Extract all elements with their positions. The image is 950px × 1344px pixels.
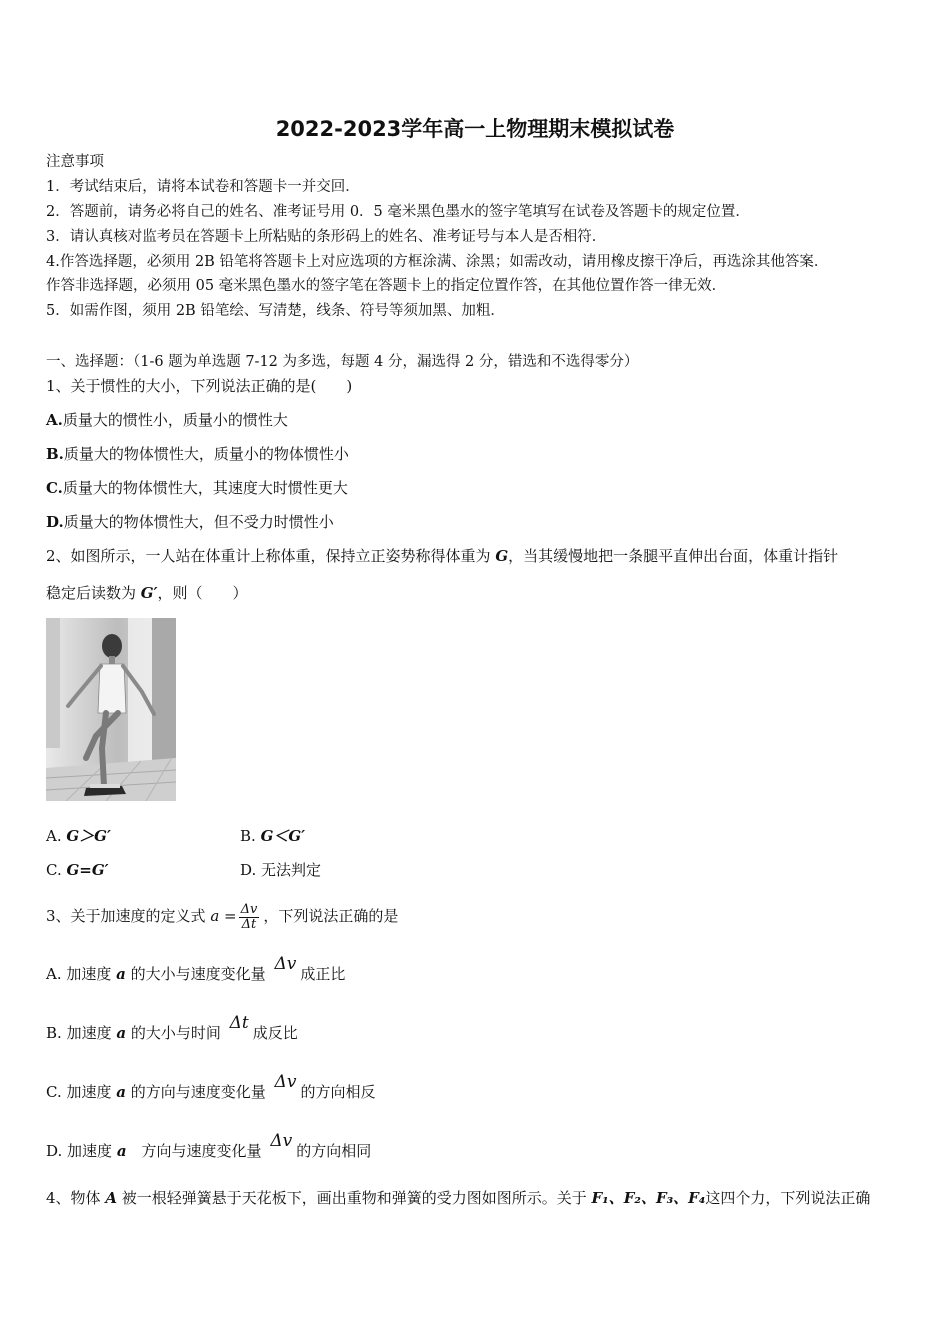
option-letter: C. xyxy=(46,479,63,497)
option-text: 的方向相反 xyxy=(300,1083,376,1101)
force-symbols: F₁、F₂、F₃、F₄ xyxy=(591,1189,706,1207)
stem-text: 被一根轻弹簧悬于天花板下，画出重物和弹簧的受力图如图所示。关于 xyxy=(116,1189,592,1207)
option-text: 的大小与速度变化量 xyxy=(125,965,271,983)
delta-symbol: Δt xyxy=(229,1013,249,1033)
q1-option-c xyxy=(46,478,348,498)
question-4-stem xyxy=(46,1188,870,1208)
option-text: 方向与速度变化量 xyxy=(126,1142,267,1160)
fraction-numerator: Δv xyxy=(240,901,258,917)
option-text: 质量大的物体惯性大，其速度大时惯性更大 xyxy=(62,479,348,497)
option-letter: C. xyxy=(46,1083,67,1101)
option-expression: G＜G′ xyxy=(260,827,306,845)
q3-option-a xyxy=(46,954,346,984)
section-heading: 一、选择题：（1-6 题为单选题 7-12 为多选，每题 4 分，漏选得 2 分，错选和不选得零分） xyxy=(46,354,639,370)
notice-item: 4.作答选择题，必须用 2B 铅笔将答题卡上对应选项的方框涂满、涂黑；如需改动，请用橡皮擦干净后，再选涂其他答案． xyxy=(46,254,829,270)
notice-heading: 注意事项 xyxy=(46,154,104,170)
q2-option-d xyxy=(240,860,321,880)
variable-g: G xyxy=(495,547,509,565)
option-text: 加速度 xyxy=(66,1083,117,1101)
option-letter: C. xyxy=(46,861,67,879)
person-on-scale-image xyxy=(46,618,176,801)
q3-option-c xyxy=(46,1072,376,1102)
notice-item: 1．考试结束后，请将本试卷和答题卡一并交回． xyxy=(46,179,360,195)
q3-option-b xyxy=(46,1013,298,1043)
variable-a-upper: A xyxy=(105,1189,117,1207)
variable-g-prime: G′ xyxy=(140,584,158,602)
option-text: 无法判定 xyxy=(261,861,322,879)
q1-option-d xyxy=(46,512,334,532)
stem-text: 这四个力，下列说法正确 xyxy=(705,1189,871,1207)
stem-text: 2、如图所示，一人站在体重计上称体重，保持立正姿势称得体重为 xyxy=(46,547,496,565)
option-text: 的大小与时间 xyxy=(126,1024,226,1042)
delta-symbol: Δv xyxy=(274,954,297,974)
option-text: 质量大的物体惯性大，质量小的物体惯性小 xyxy=(63,445,349,463)
person-on-scale-photo xyxy=(46,618,176,801)
question-3-stem xyxy=(46,902,398,932)
option-letter: B. xyxy=(46,445,64,463)
delta-symbol: Δv xyxy=(270,1131,293,1151)
option-letter: B. xyxy=(46,1024,67,1042)
option-letter: A. xyxy=(46,411,63,429)
option-text: 的方向相同 xyxy=(296,1142,372,1160)
option-text: 成反比 xyxy=(252,1024,298,1042)
notice-item: 5．如需作图，须用 2B 铅笔绘、写清楚，线条、符号等须加黑、加粗． xyxy=(46,303,505,319)
option-letter: D. xyxy=(46,513,64,531)
option-text: 加速度 xyxy=(66,1024,117,1042)
option-text: 质量大的惯性小，质量小的惯性大 xyxy=(62,411,288,429)
q2-option-c xyxy=(46,860,109,880)
question-2-stem-cont xyxy=(46,583,248,603)
delta-v-over-delta-t-fraction xyxy=(239,903,260,932)
notice-item: 2．答题前，请务必将自己的姓名、准考证号用 0．5 毫米黑色墨水的签字笔填写在试卷及答题卡的规定位置． xyxy=(46,204,750,220)
option-expression: G＞G′ xyxy=(66,827,111,845)
notice-item: 作答非选择题，必须用 05 毫米黑色墨水的签字笔在答题卡上的指定位置作答，在其他位置作答一律无效． xyxy=(46,278,727,294)
q2-option-a xyxy=(46,826,111,846)
delta-symbol: Δv xyxy=(274,1072,297,1092)
q1-option-a xyxy=(46,410,288,430)
q2-option-b xyxy=(240,826,305,846)
question-2-stem xyxy=(46,546,838,566)
option-letter: A. xyxy=(46,965,67,983)
notice-item: 3．请认真核对监考员在答题卡上所粘贴的条形码上的姓名、准考证号与本人是否相符． xyxy=(46,229,607,245)
option-letter: D. xyxy=(46,1142,68,1160)
variable-a: a xyxy=(116,1083,126,1101)
option-letter: B. xyxy=(240,827,261,845)
option-text: 加速度 xyxy=(66,965,117,983)
stem-text: ，则（ ） xyxy=(157,584,248,602)
fraction-denominator: Δt xyxy=(241,916,257,932)
option-text: 质量大的物体惯性大，但不受力时惯性小 xyxy=(63,513,334,531)
stem-text: ，当其缓慢地把一条腿平直伸出台面，体重计指针 xyxy=(508,547,839,565)
option-text: 加速度 xyxy=(67,1142,117,1160)
q1-option-b xyxy=(46,444,349,464)
question-1-stem: 1、关于惯性的大小，下列说法正确的是( ) xyxy=(46,377,353,395)
page-title: 2022-2023学年高一上物理期末模拟试卷 xyxy=(275,117,675,141)
variable-a: a xyxy=(116,1024,127,1042)
q3-option-d xyxy=(46,1131,372,1161)
option-letter: A. xyxy=(46,827,67,845)
variable-a: a xyxy=(116,965,126,983)
stem-text: 稳定后读数为 xyxy=(46,584,141,602)
stem-text: 4、物体 xyxy=(46,1189,106,1207)
option-text: 成正比 xyxy=(300,965,346,983)
stem-text: ，下列说法正确的是 xyxy=(263,907,399,925)
variable-a: a xyxy=(116,1142,127,1160)
option-expression: G=G′ xyxy=(66,861,109,879)
stem-text: 3、关于加速度的定义式 xyxy=(46,907,211,925)
formula-lhs: a = xyxy=(210,907,237,925)
option-letter: D. xyxy=(240,861,262,879)
option-text: 的方向与速度变化量 xyxy=(126,1083,271,1101)
